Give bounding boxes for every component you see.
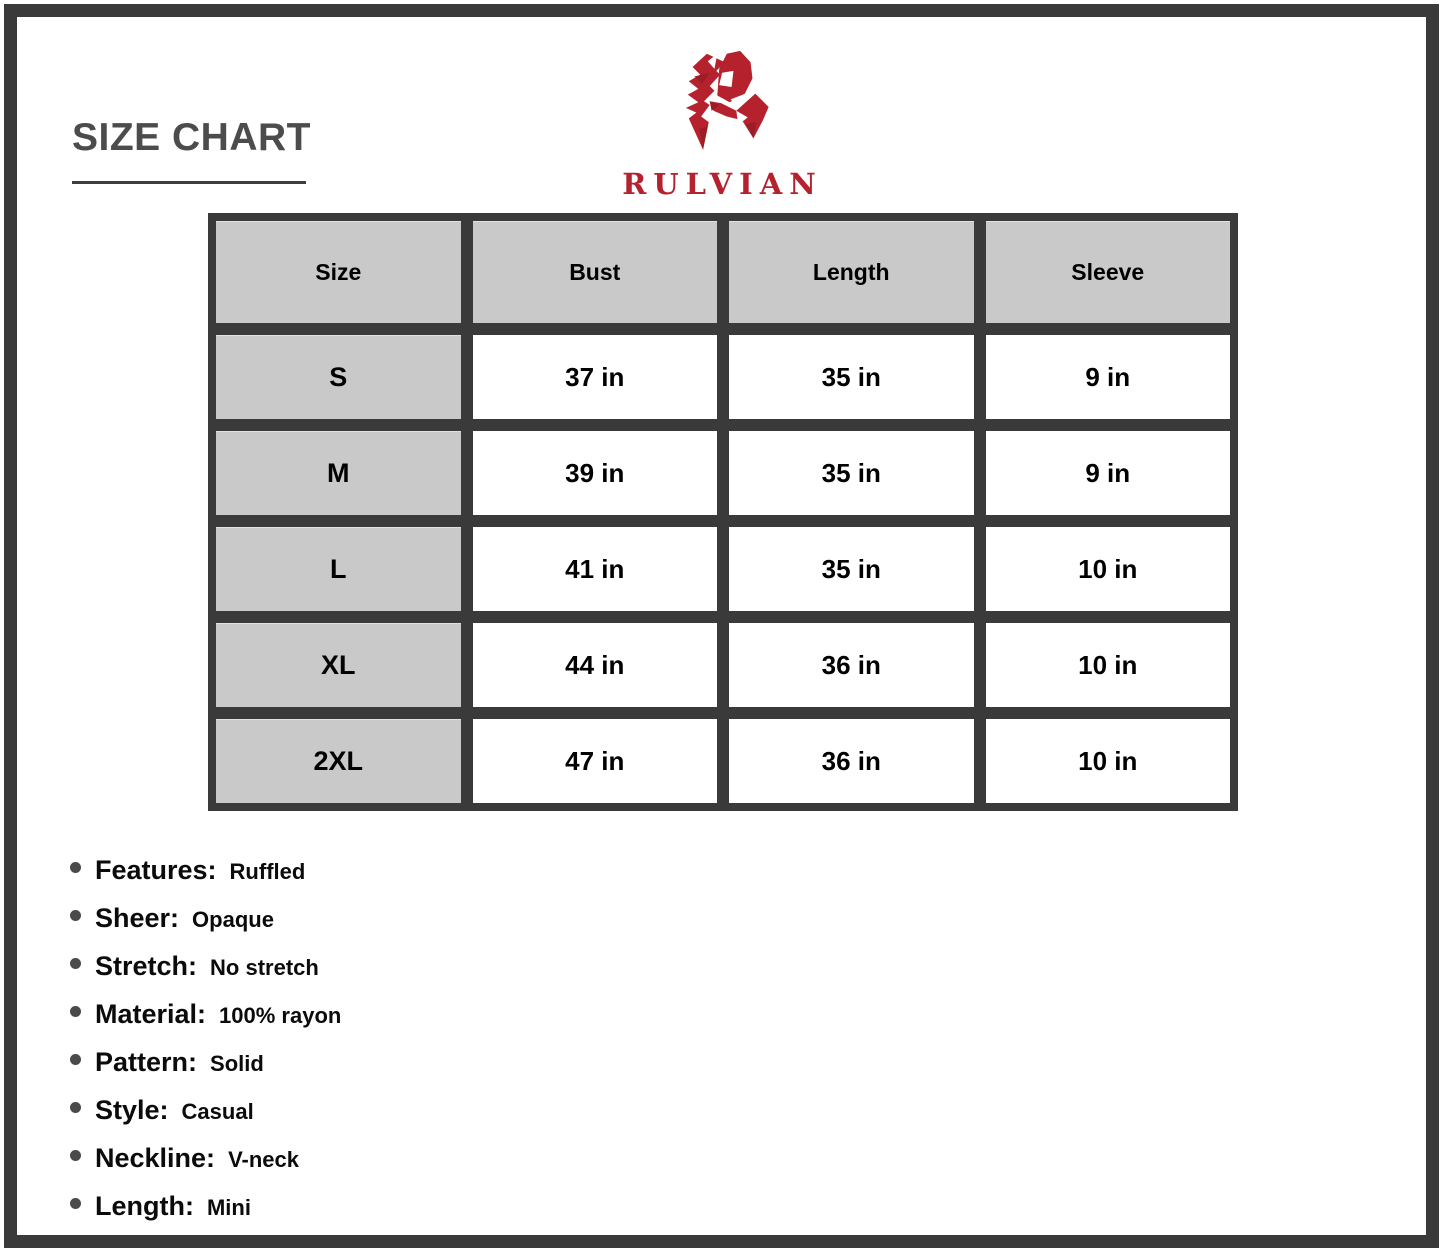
row-label-s: S bbox=[216, 335, 461, 419]
detail-value: Opaque bbox=[192, 906, 274, 932]
cell-2xl-bust: 47 in bbox=[473, 719, 718, 803]
bullet-icon bbox=[70, 1150, 81, 1161]
bullet-icon bbox=[70, 1198, 81, 1209]
cell-l-bust: 41 in bbox=[473, 527, 718, 611]
bullet-icon bbox=[70, 1006, 81, 1017]
column-header-sleeve: Sleeve bbox=[986, 221, 1231, 323]
detail-value: No stretch bbox=[210, 954, 319, 980]
detail-value: Casual bbox=[181, 1098, 254, 1124]
bullet-icon bbox=[70, 1102, 81, 1113]
detail-value: 100% rayon bbox=[219, 1002, 342, 1028]
bullet-icon bbox=[70, 862, 81, 873]
detail-label: Sheer: bbox=[95, 902, 180, 933]
detail-value: Mini bbox=[206, 1194, 251, 1220]
cell-xl-sleeve: 10 in bbox=[986, 623, 1231, 707]
cell-xl-length: 36 in bbox=[729, 623, 974, 707]
page-title: SIZE CHART bbox=[72, 116, 311, 159]
column-header-bust: Bust bbox=[473, 221, 718, 323]
row-label-xl: XL bbox=[216, 623, 461, 707]
garment-details-list bbox=[70, 846, 341, 1230]
row-label-l: L bbox=[216, 527, 461, 611]
detail-sheer bbox=[70, 894, 341, 942]
detail-label: Length: bbox=[95, 1190, 194, 1221]
brand-logo bbox=[0, 48, 1445, 201]
cell-m-sleeve: 9 in bbox=[986, 431, 1231, 515]
detail-length bbox=[70, 1182, 341, 1230]
cell-2xl-length: 36 in bbox=[729, 719, 974, 803]
row-label-m: M bbox=[216, 431, 461, 515]
detail-style bbox=[70, 1086, 341, 1134]
brand-wordmark: RULVIAN bbox=[622, 167, 823, 201]
rulvian-r-monogram-icon bbox=[673, 48, 773, 164]
detail-label: Stretch: bbox=[95, 950, 198, 981]
size-chart-table bbox=[208, 213, 1238, 811]
cell-xl-bust: 44 in bbox=[473, 623, 718, 707]
detail-features bbox=[70, 846, 341, 894]
column-header-size: Size bbox=[216, 221, 461, 323]
detail-label: Pattern: bbox=[95, 1046, 198, 1077]
detail-neckline bbox=[70, 1134, 341, 1182]
detail-label: Style: bbox=[95, 1094, 169, 1125]
cell-m-length: 35 in bbox=[729, 431, 974, 515]
cell-m-bust: 39 in bbox=[473, 431, 718, 515]
cell-l-sleeve: 10 in bbox=[986, 527, 1231, 611]
detail-value: V-neck bbox=[228, 1146, 299, 1172]
row-label-2xl: 2XL bbox=[216, 719, 461, 803]
detail-label: Features: bbox=[95, 854, 217, 885]
bullet-icon bbox=[70, 958, 81, 969]
column-header-length: Length bbox=[729, 221, 974, 323]
detail-value: Ruffled bbox=[229, 858, 306, 884]
bullet-icon bbox=[70, 910, 81, 921]
cell-2xl-sleeve: 10 in bbox=[986, 719, 1231, 803]
bullet-icon bbox=[70, 1054, 81, 1065]
detail-label: Material: bbox=[95, 998, 207, 1029]
detail-material bbox=[70, 990, 341, 1038]
cell-s-sleeve: 9 in bbox=[986, 335, 1231, 419]
detail-stretch bbox=[70, 942, 341, 990]
detail-value: Solid bbox=[210, 1050, 264, 1076]
cell-s-bust: 37 in bbox=[473, 335, 718, 419]
cell-l-length: 35 in bbox=[729, 527, 974, 611]
detail-label: Neckline: bbox=[95, 1142, 216, 1173]
cell-s-length: 35 in bbox=[729, 335, 974, 419]
detail-pattern bbox=[70, 1038, 341, 1086]
